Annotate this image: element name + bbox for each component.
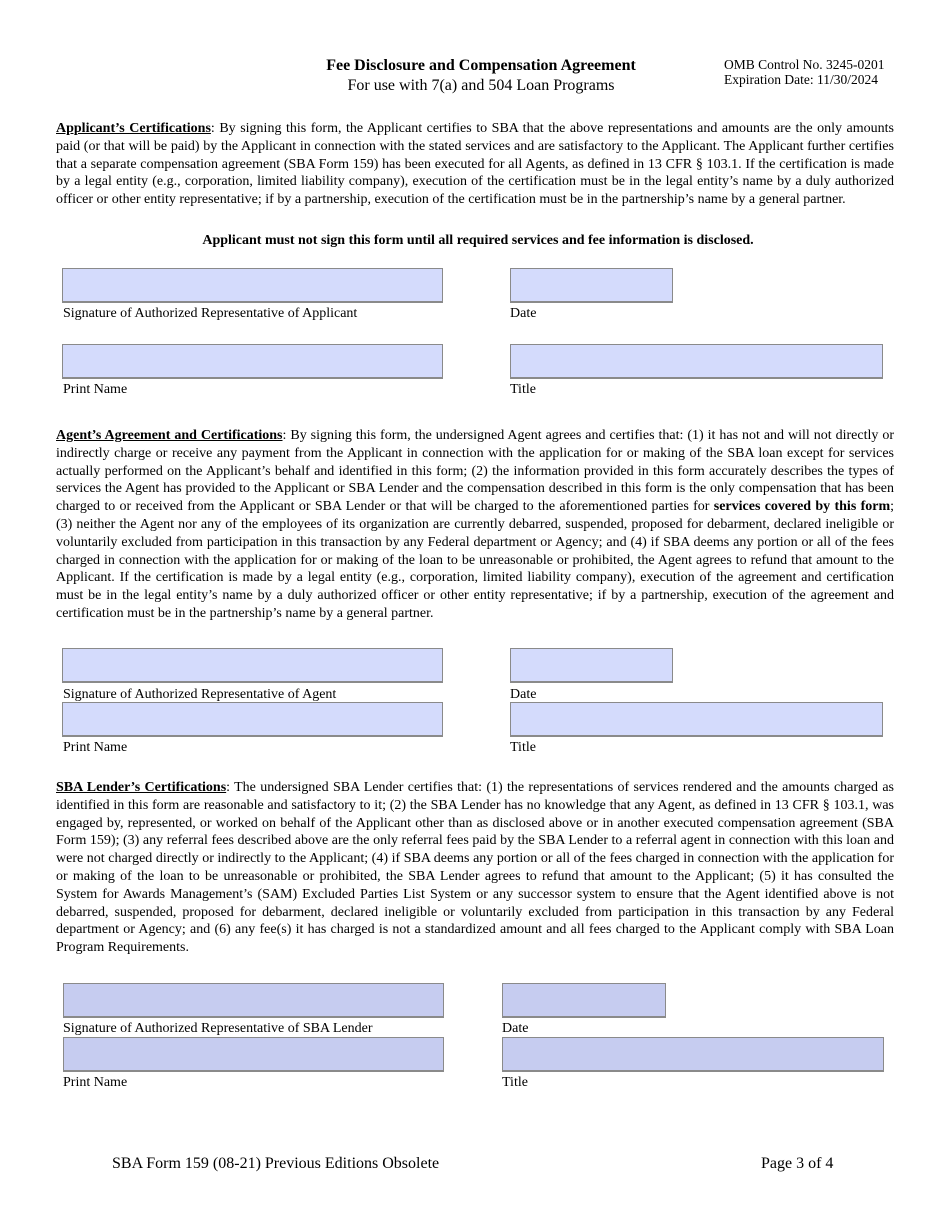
- applicant-title-field[interactable]: [510, 344, 883, 379]
- agent-heading: Agent’s Agreement and Certifications: [56, 428, 283, 443]
- applicant-text: : By signing this form, the Applicant certifies to SBA that the above representations and amounts are the only amounts paid (or that will be paid) by the Applicant in connection with the stated services and are satisfactory to the Applicant. The Applicant further certifies that a separate compensation agreement (SBA Form 159) has been executed for all Agents, as defined in 13 CFR § 103.1. If the certification is made by a legal entity (e.g., corporation, limited liability company), execution of the certification must be in the legal entity’s name by a duly authorized officer or other entity representative; if by a partnership, execution of the certification must be in the partnership’s name by a general partner.: [56, 121, 894, 208]
- lender-title-field[interactable]: [502, 1037, 884, 1072]
- agent-print-name-label: Print Name: [63, 740, 128, 755]
- form-subtitle: For use with 7(a) and 504 Loan Programs: [347, 77, 615, 94]
- applicant-signature-label: Signature of Authorized Representative of Applicant: [63, 306, 358, 321]
- agent-signature-field[interactable]: [62, 648, 443, 683]
- agent-certifications: [56, 427, 894, 623]
- agent-text-bold: services covered by this form: [713, 499, 891, 515]
- expiration-date: Expiration Date: 11/30/2024: [724, 72, 878, 87]
- applicant-date-field[interactable]: [510, 268, 673, 303]
- lender-signature-field[interactable]: [63, 983, 444, 1018]
- agent-date-field[interactable]: [510, 648, 673, 683]
- applicant-certifications: [56, 120, 894, 209]
- lender-print-name-field[interactable]: [63, 1037, 444, 1072]
- applicant-title-label: Title: [510, 382, 536, 397]
- form-title: Fee Disclosure and Compensation Agreement: [326, 57, 636, 74]
- lender-signature-label: Signature of Authorized Representative of SBA Lender: [63, 1021, 373, 1036]
- agent-date-label: Date: [510, 687, 537, 702]
- lender-heading: SBA Lender’s Certifications: [56, 780, 227, 795]
- applicant-notice: Applicant must not sign this form until all required services and fee information is disclosed.: [202, 233, 754, 248]
- applicant-signature-field[interactable]: [62, 268, 443, 303]
- agent-print-name-field[interactable]: [62, 702, 443, 737]
- applicant-date-label: Date: [510, 306, 537, 321]
- agent-title-label: Title: [510, 740, 536, 755]
- lender-date-label: Date: [502, 1021, 529, 1036]
- agent-title-field[interactable]: [510, 702, 883, 737]
- agent-signature-label: Signature of Authorized Representative of Agent: [63, 687, 337, 702]
- lender-title-label: Title: [502, 1075, 528, 1090]
- applicant-print-name-field[interactable]: [62, 344, 443, 379]
- footer-form-id: SBA Form 159 (08-21) Previous Editions Obsolete: [112, 1155, 440, 1172]
- lender-print-name-label: Print Name: [63, 1075, 128, 1090]
- agent-text-before: : By signing this form, the undersigned Agent agrees and certifies that: (1) it has not and will not directly or indirectly charge or receive any payment from the Applicant in connection with the application for or making of the SBA loan except for services actually performed on the Applicant’s behalf and identified in this form; (2) the information provided in this form accurately describes the types of services the Agent has provided to the Applicant or SBA Lender and the compensation described in this form is the only compensation that has been charged to or received from the Applicant or SBA Lender or that will be charged to the aforementioned parties for: [56, 428, 894, 515]
- lender-text: : The undersigned SBA Lender certifies that: (1) the representations of services rendered and the amounts charged as identified in this form are reasonable and satisfactory to it; (2) the SBA Lender has no knowledge that any Agent, as defined in 13 CFR § 103.1, was engaged by, represented, or worked on behalf of the Applicant other than as disclosed above or in another executed compensation agreement (SBA Form 159); (3) any referral fees described above are the only referral fees paid by the SBA Lender to a referral agent in connection with this loan and were not charged directly or indirectly to the Applicant; (4) if SBA deems any portion or all of the fees charged in connection with the application for or making of the loan to be unreasonable or prohibited, the SBA Lender agrees to refund that amount to the Applicant; (5) it has consulted the System for Awards Management’s (SAM) Excluded Parties List System or any successor system to ensure that the Agent identified above is not debarred, suspended, proposed for debarment, declared ineligible or voluntarily excluded from participation in this transaction by any Federal department or Agency; and (6) any fee(s) it has charged is not a standardized amount and all fees charged to the Applicant comply with SBA Loan Program Requirements.: [56, 780, 894, 956]
- lender-date-field[interactable]: [502, 983, 666, 1018]
- applicant-heading: Applicant’s Certifications: [56, 121, 211, 136]
- agent-text-after: ; (3) neither the Agent nor any of the employees of its organization are currently debarred, suspended, proposed for debarment, declared ineligible or voluntarily excluded from participation in this transaction by any Federal department or Agency; and (4) if SBA deems any portion or all of the fees charged in connection with the application for or making of the loan to be unreasonable or prohibited, the Agent agrees to refund that amount to the Applicant. If the certification is made by a legal entity (e.g., corporation, limited liability company), execution of the agreement and certification must be in the legal entity’s name by a duly authorized officer or other entity representative; if by a partnership, execution of the agreement and certification must be in the partnership’s name by a general partner.: [56, 499, 895, 621]
- omb-block: [724, 57, 885, 87]
- footer-page-number: Page 3 of 4: [761, 1155, 834, 1172]
- applicant-print-name-label: Print Name: [63, 382, 128, 397]
- omb-control-number: OMB Control No. 3245-0201: [724, 57, 885, 72]
- lender-certifications: [56, 779, 894, 957]
